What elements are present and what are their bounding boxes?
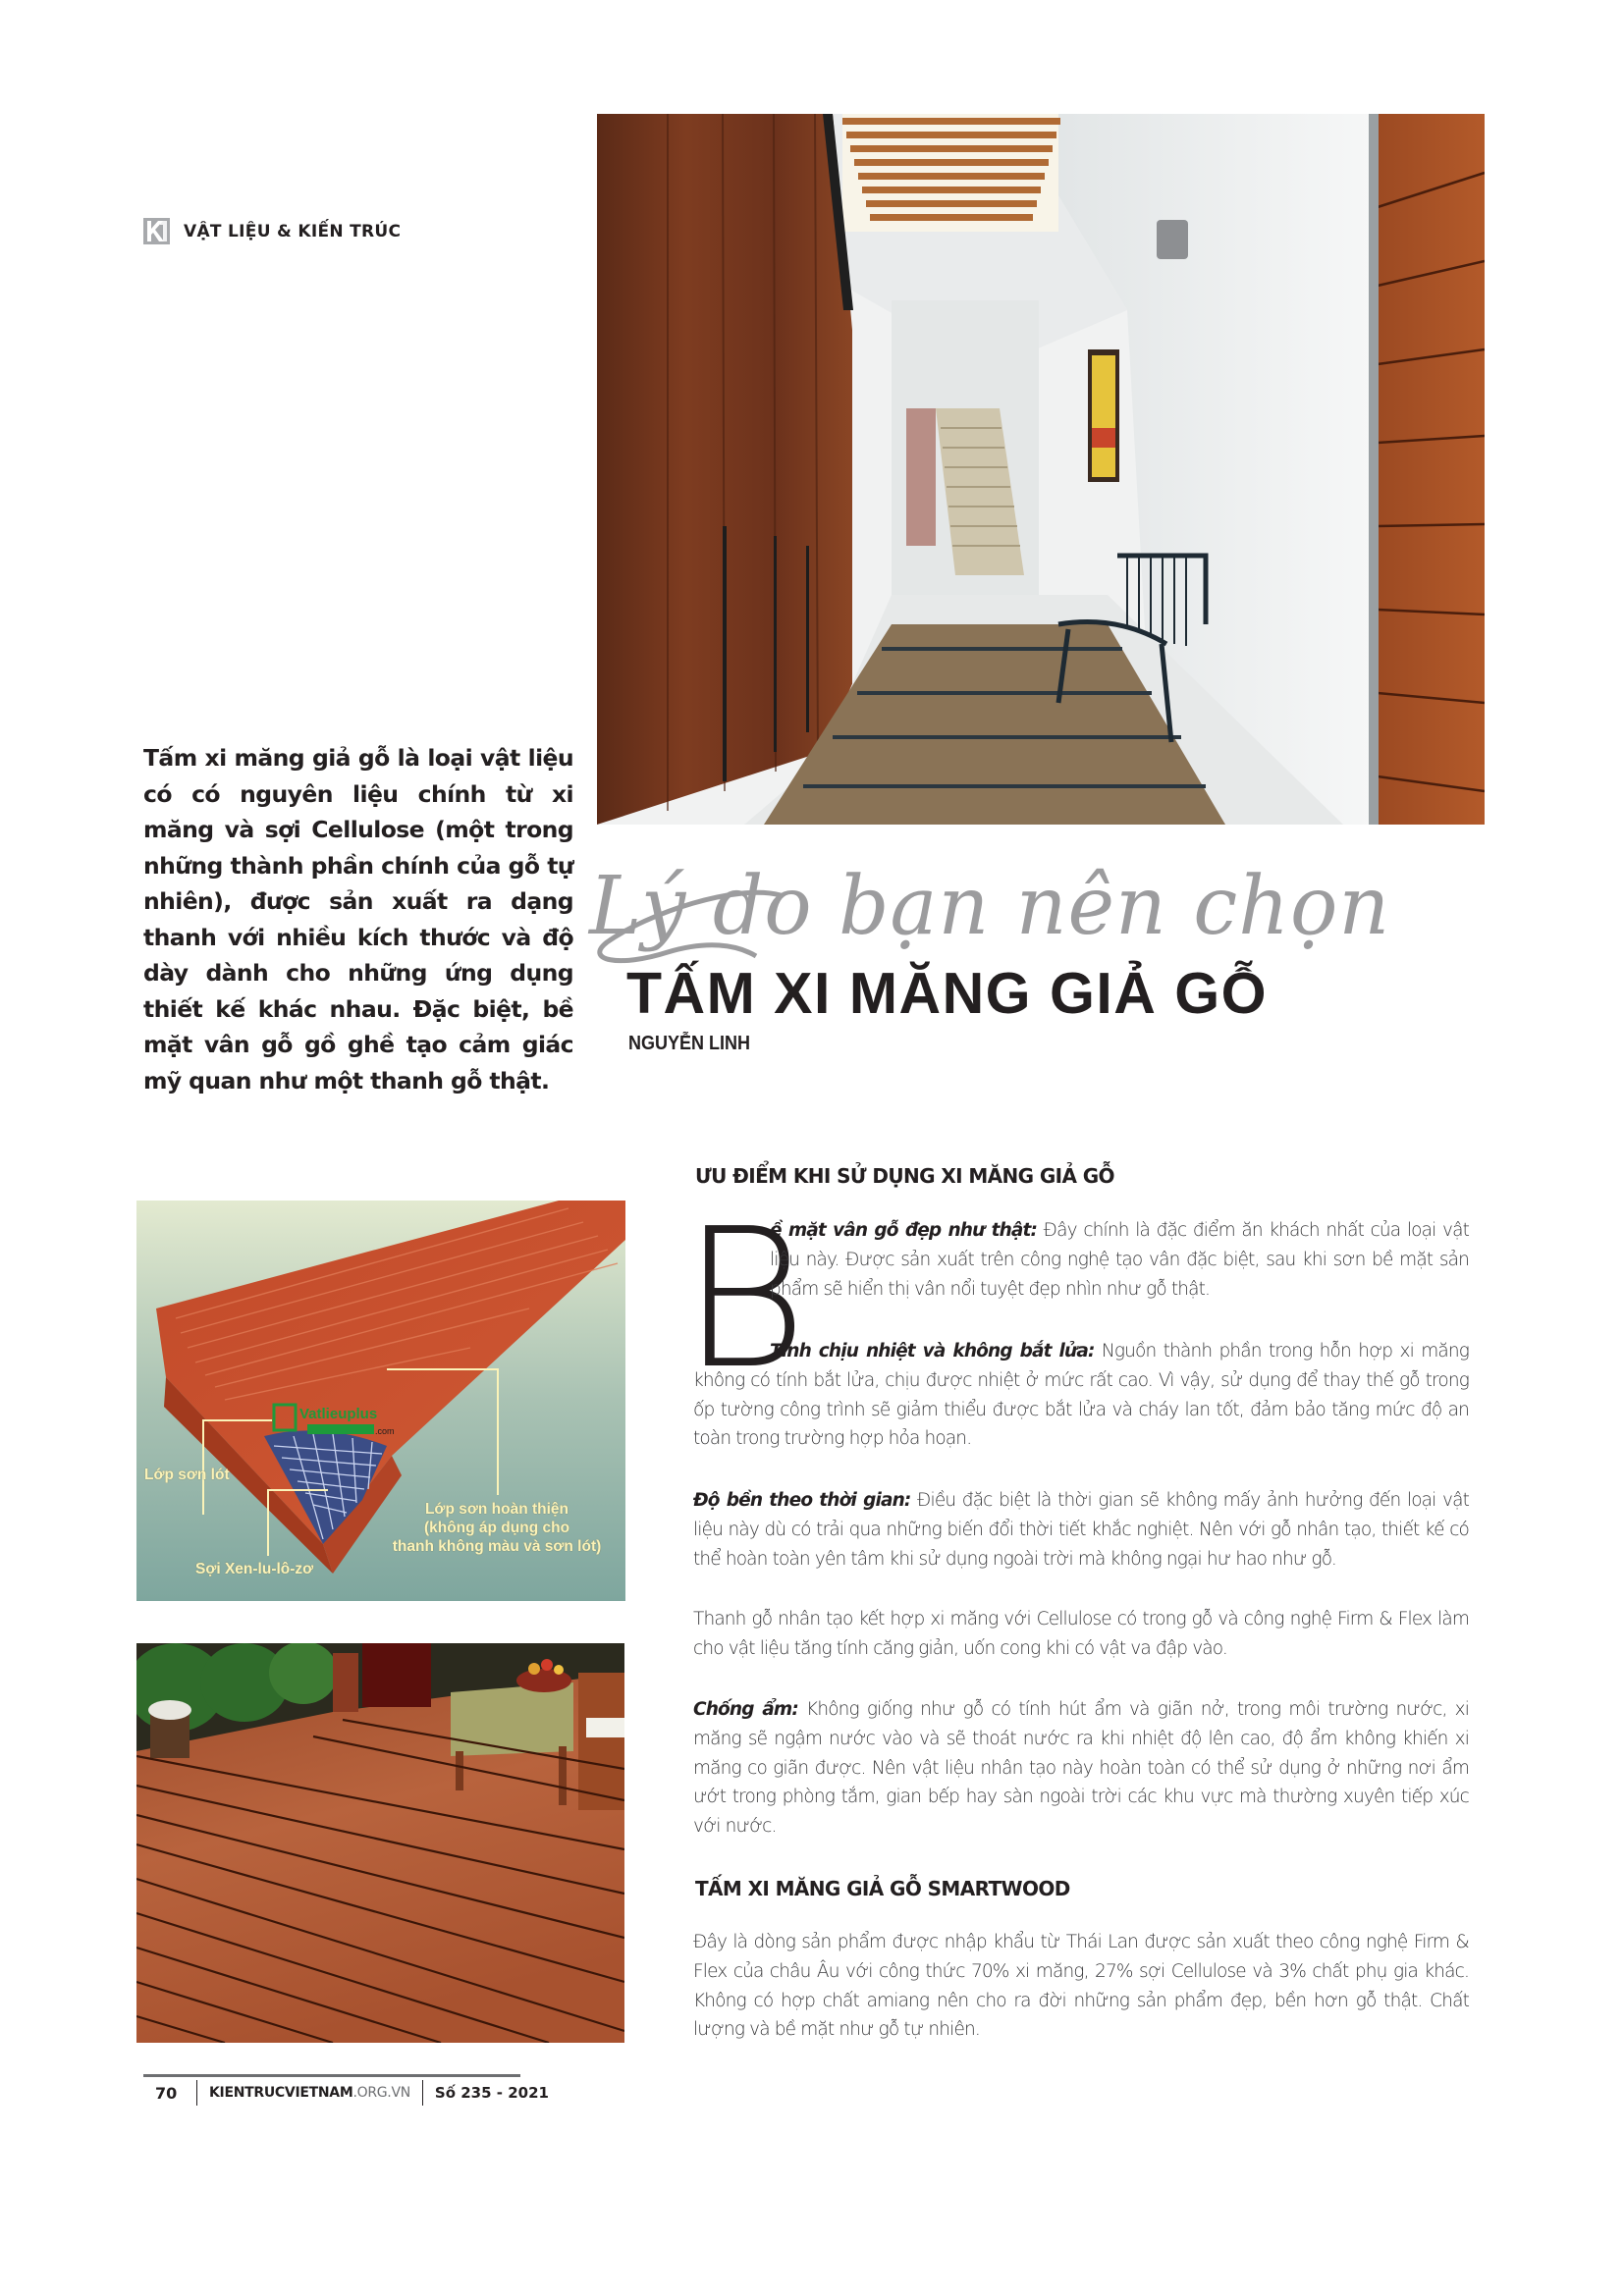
page-footer bbox=[155, 2080, 549, 2106]
kt-logo-icon bbox=[143, 218, 170, 244]
issue-number: Số 235 - 2021 bbox=[434, 2084, 549, 2102]
main-title: TẤM XI MĂNG GIẢ GỖ bbox=[626, 961, 1269, 1026]
deck-illustration bbox=[136, 1643, 624, 2043]
label-finish-2: (không áp dụng cho bbox=[423, 1520, 570, 1536]
section-label: VẬT LIỆU & KIẾN TRÚC bbox=[184, 221, 402, 241]
hallway-illustration bbox=[597, 114, 1485, 825]
section-heading-advantages: ƯU ĐIỂM KHI SỬ DỤNG XI MĂNG GIẢ GỖ bbox=[695, 1164, 1114, 1188]
drop-cap: B bbox=[681, 1188, 808, 1412]
section-heading-smartwood: TẤM XI MĂNG GIẢ GỖ SMARTWOOD bbox=[695, 1877, 1070, 1900]
wood-deck-photo bbox=[136, 1643, 624, 2043]
footer-divider bbox=[422, 2080, 423, 2106]
footer-site-name: KIENTRUCVIETNAM bbox=[209, 2085, 353, 2101]
paragraph-moisture bbox=[693, 1695, 1469, 1842]
board-cross-section-diagram bbox=[136, 1201, 625, 1601]
lead-moisture: Chống ẩm: bbox=[693, 1699, 798, 1720]
label-fiber: Sợi Xen-lu-lô-zơ bbox=[195, 1561, 314, 1577]
paragraph-surface bbox=[770, 1216, 1469, 1304]
script-title: Lý do bạn nên chọn bbox=[589, 860, 1391, 953]
author-byline: NGUYỄN LINH bbox=[628, 1033, 751, 1054]
ceiling-slats bbox=[842, 114, 1060, 232]
paragraph-heat bbox=[693, 1337, 1469, 1454]
footer-divider bbox=[196, 2080, 197, 2106]
hero-hallway-photo bbox=[597, 114, 1485, 825]
paragraph-durability bbox=[693, 1486, 1469, 1574]
table bbox=[451, 1682, 573, 1756]
intro-paragraph: Tấm xi măng giả gỗ là loại vật liệu có có nguyên liệu chính từ xi măng và sợi Cellulose (một trong những thành phần chính của gỗ tự nhiên), được sản xuất ra dạng thanh với nhiều kích thước và độ dày dành cho những ứng dụng thiết kế khác nhau. Đặc biệt, bề mặt vân gỗ gồ ghề tạo cảm giác mỹ quan như một thanh gỗ thật. bbox=[143, 744, 573, 1095]
text-heat: Nguồn thành phần trong hỗn hợp xi măng không có tính bắt lửa, chịu được nhiệt ở mức rất cao. Vì vậy, sử dụng để thay thế gỗ trong ốp tường công trình sẽ giảm thiểu được bắt lửa và cháy lan tốt, đảm bảo tăng mức độ an toàn trong trường hợp hỏa hoạn. bbox=[693, 1341, 1469, 1450]
lead-durability: Độ bền theo thời gian: bbox=[693, 1490, 911, 1511]
watermark-text: Vatlieuplus bbox=[299, 1406, 378, 1422]
lead-heat: Tính chịu nhiệt và không bắt lửa: bbox=[770, 1341, 1095, 1362]
paragraph-smartwood: Đây là dòng sản phẩm được nhập khẩu từ Thái Lan được sản xuất theo công nghệ Firm & Flex của châu Âu với công thức 70% xi măng, 27% sợi Cellulose và 3% chất phụ gia khác. Không có hợp chất amiang nên cho ra đời những sản phẩm đẹp, bền hơn gỗ thật. Chất lượng và bề mặt như gỗ tự nhiên. bbox=[693, 1932, 1469, 2041]
label-primer: Lớp sơn lót bbox=[144, 1467, 230, 1483]
text-durability: Điều đặc biệt là thời gian sẽ không mấy ảnh hưởng đến loại vật liệu này dù có trải qua những biến đổi thời tiết khắc nghiệt. Nên với gỗ nhân tạo, thiết kế có thể hoàn toàn yên tâm khi sử dụng ngoài trời mà không ngại hư hao như gỗ. bbox=[693, 1490, 1469, 1570]
section-header bbox=[143, 218, 401, 244]
page-number: 70 bbox=[155, 2083, 178, 2103]
text-surface: Đây chính là đặc điểm ăn khách nhất của loại vật liệu này. Được sản xuất trên công nghệ tạo vân đặc biệt, sau khi sơn bề mặt sản phẩm sẽ hiển thị vân nổi tuyệt đẹp nhìn như gỗ thật. bbox=[770, 1220, 1469, 1300]
watermark-domain: .com bbox=[375, 1426, 395, 1436]
footer-rule bbox=[143, 2074, 520, 2077]
text-moisture: Không giống như gỗ có tính hút ẩm và giãn nở, trong môi trường nước, xi măng sẽ ngậm nước vào và sẽ thoát nước ra khi nhiệt độ lên cao, độ ẩm không khiến xi măng co giãn được. Nên vật liệu nhân tạo này hoàn toàn có thể sử dụng ở những nơi ẩm ướt trong phòng tắm, gian bếp hay sàn ngoài trời các khu vực mà thường xuyên tiếp xúc với nước. bbox=[693, 1699, 1469, 1838]
label-finish-3: thanh không màu và sơn lót) bbox=[392, 1538, 602, 1555]
label-finish-1: Lớp sơn hoàn thiện bbox=[424, 1501, 569, 1518]
lead-surface: ề mặt vân gỗ đẹp như thật: bbox=[770, 1220, 1038, 1241]
footer-site-domain: .ORG.VN bbox=[352, 2085, 410, 2101]
paragraph-firm-flex: Thanh gỗ nhân tạo kết hợp xi măng với Cellulose có trong gỗ và công nghệ Firm & Flex làm cho vật liệu tăng tính căng giản, uốn cong khi có vật va đập vào. bbox=[693, 1609, 1469, 1659]
